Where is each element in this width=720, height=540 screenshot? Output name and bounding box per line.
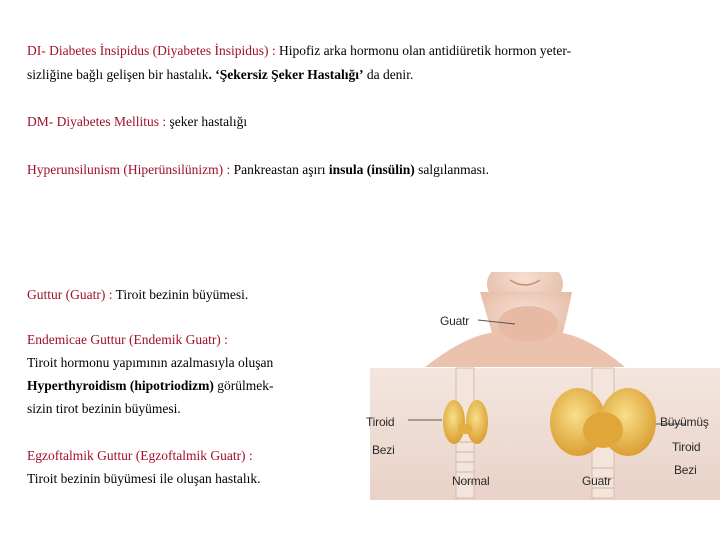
label-guatr-top: Guatr [440, 314, 470, 328]
endemic-line2 [27, 375, 274, 397]
label-buyumus: Büyümüş [660, 415, 709, 429]
dm-term: DM- Diyabetes Mellitus : [27, 114, 167, 129]
endemic-line3: sizin tirot bezinin büyümesi. [27, 401, 181, 416]
hyper-insulin: insula (insülin) [328, 162, 415, 177]
endemic-hyperthyroidism: Hyperthyroidism (hipotriodizm) [27, 378, 214, 393]
di-definition-part2: sizliğine bağlı gelişen bir hastalık [27, 67, 209, 82]
goiter-illustration-svg [360, 272, 720, 500]
endemic-line2-rest: görülmek- [213, 378, 274, 393]
dm-definition: şeker hastalığı [166, 114, 248, 129]
thyroid-left-lobe-normal [443, 400, 465, 444]
label-bezi-right: Bezi [674, 463, 697, 477]
guttur-term: Guttur (Guatr) : [27, 287, 113, 302]
goiter-illustration [360, 272, 720, 500]
di-paragraph-line2 [27, 64, 413, 86]
endemic-line1: Tiroit hormonu yapımının azalmasıyla oluşan [27, 355, 274, 370]
di-term: DI- Diabetes İnsipidus (Diyabetes İnsipidus) : [27, 43, 276, 58]
guttur-paragraph [27, 284, 248, 306]
exo-term: Egzoftalmik Guttur (Egzoftalmik Guatr) : [27, 448, 253, 463]
label-normal: Normal [452, 474, 490, 488]
di-paragraph-line1 [27, 40, 571, 62]
endemic-term: Endemicae Guttur (Endemik Guatr) : [27, 332, 228, 347]
di-period: . [208, 67, 212, 82]
hyper-paragraph [27, 159, 489, 181]
label-guatr-bottom: Guatr [582, 474, 612, 488]
isthmus-normal [458, 424, 472, 434]
hyper-definition-part2: salgılanması. [414, 162, 489, 177]
guttur-definition: Tiroit bezinin büyümesi. [112, 287, 249, 302]
exo-line1: Tiroit bezinin büyümesi ile oluşan hastalık. [27, 471, 261, 486]
isthmus-enlarged [583, 412, 623, 448]
label-tiroid-right: Tiroid [672, 440, 701, 454]
dm-paragraph [27, 111, 247, 133]
di-nickname: ‘Şekersiz Şeker Hastalığı’ [211, 67, 364, 82]
hyper-term: Hyperunsilunism (Hiperünsilünizm) : [27, 162, 231, 177]
anatomy-panel [370, 368, 720, 500]
label-bezi-left: Bezi [372, 443, 395, 457]
goiter-bulge [498, 306, 558, 342]
di-definition-part3: da denir. [363, 67, 414, 82]
hyper-definition-part1: Pankreastan aşırı [230, 162, 329, 177]
label-tiroid-left: Tiroid [366, 415, 395, 429]
thyroid-right-lobe-normal [466, 400, 488, 444]
di-definition-part1: Hipofiz arka hormonu olan antidiüretik hormon yeter- [275, 43, 572, 58]
